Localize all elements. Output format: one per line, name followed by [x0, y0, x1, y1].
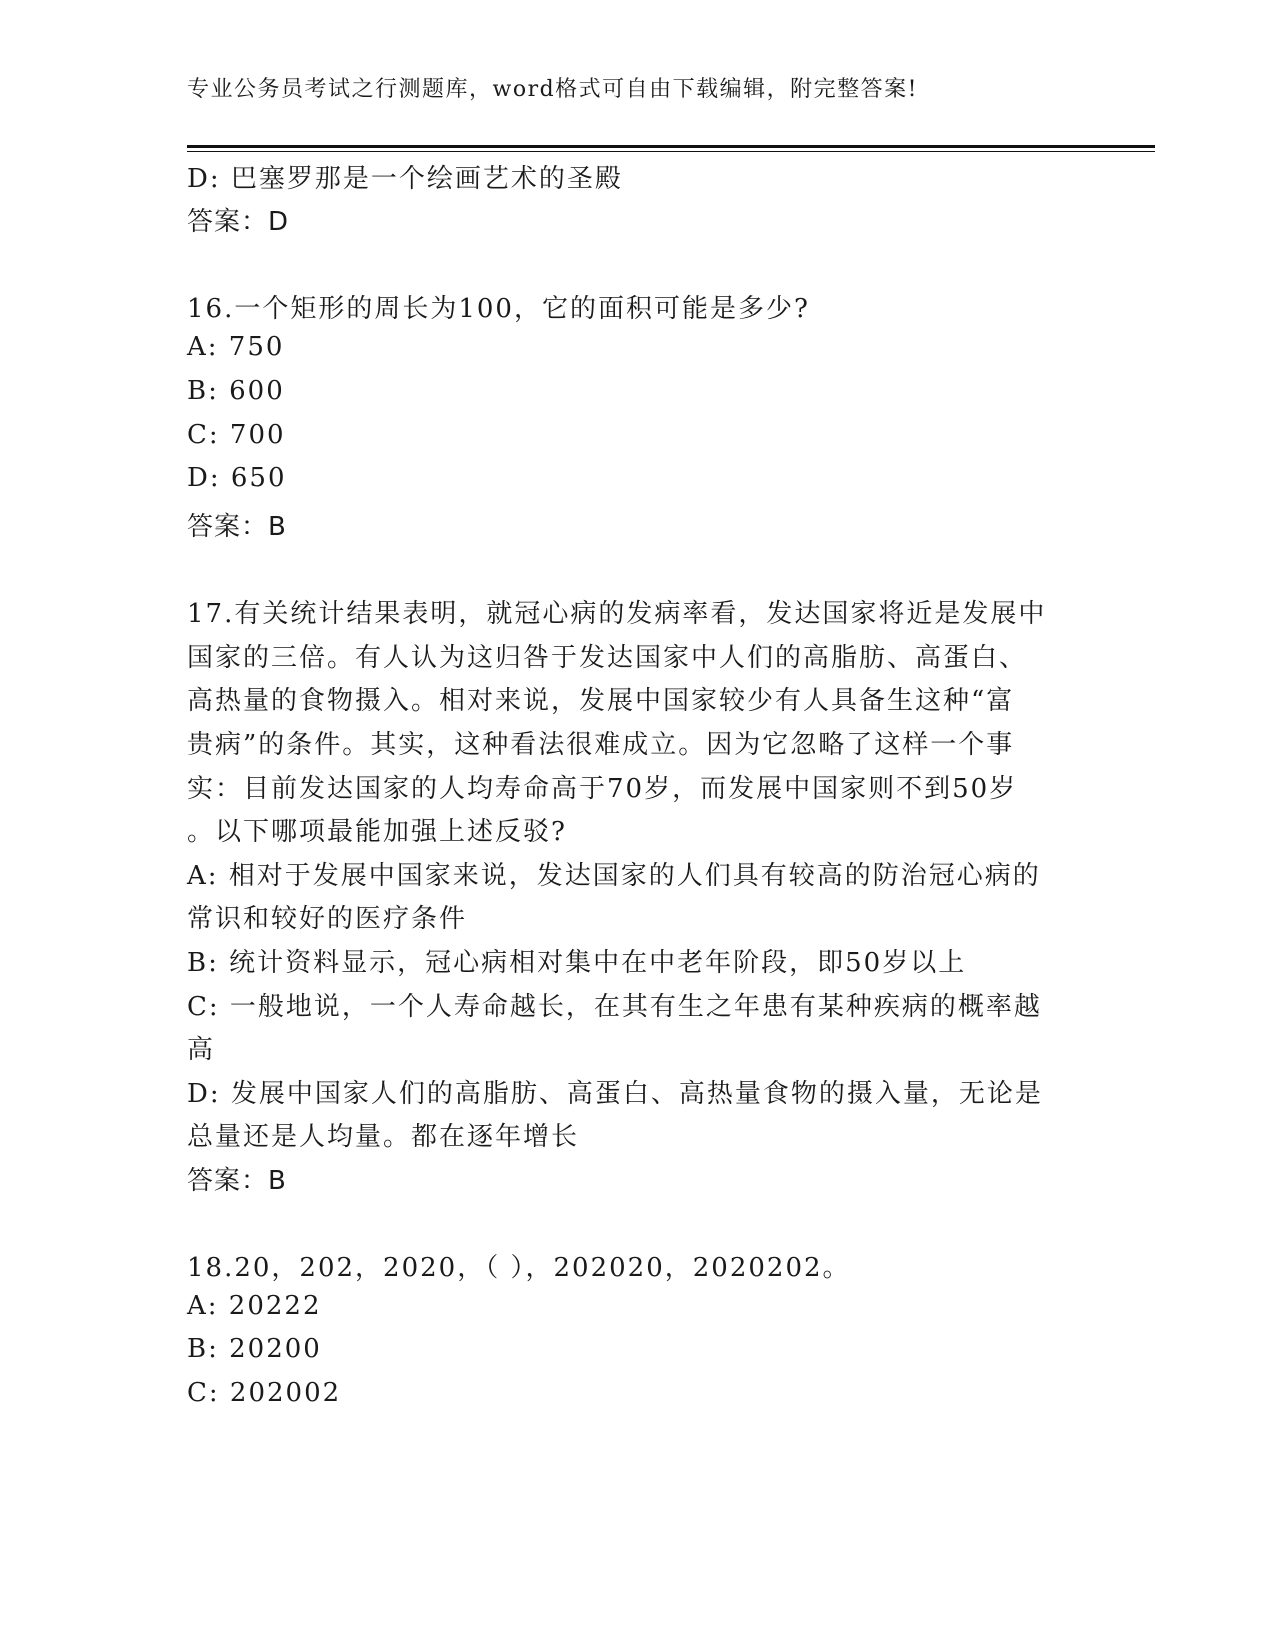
- page-header: 专业公务员考试之行测题库，word格式可自由下载编辑，附完整答案!: [187, 77, 919, 102]
- q18-option-a: A: 20222: [187, 1291, 322, 1321]
- q17-stem-line: 。以下哪项最能加强上述反驳?: [187, 817, 567, 847]
- q16-option-d: D: 650: [187, 463, 287, 493]
- q17-option-a: A: 相对于发展中国家来说，发达国家的人们具有较高的防治冠心病的: [187, 861, 1041, 891]
- q16-answer: 答案：B: [187, 512, 287, 542]
- q16-option-a: A: 750: [187, 332, 285, 362]
- q17-option-d: D: 发展中国家人们的高脂肪、高蛋白、高热量食物的摄入量，无论是: [187, 1079, 1043, 1109]
- q16-stem: 16.一个矩形的周长为100，它的面积可能是多少?: [187, 294, 810, 324]
- q18-option-c: C: 202002: [187, 1378, 342, 1408]
- q18-stem: 18.20，202，2020，（ ），202020，2020202。: [187, 1253, 851, 1283]
- q15-option-d: D: 巴塞罗那是一个绘画艺术的圣殿: [187, 164, 623, 194]
- header-divider-thick: [187, 145, 1155, 148]
- q18-option-b: B: 20200: [187, 1334, 322, 1364]
- q17-option-a-cont: 常识和较好的医疗条件: [187, 904, 468, 934]
- q17-stem-line: 17.有关统计结果表明，就冠心病的发病率看，发达国家将近是发展中: [187, 599, 1047, 629]
- q17-stem-line: 实：目前发达国家的人均寿命高于70岁，而发展中国家则不到50岁: [187, 774, 1018, 804]
- q16-option-c: C: 700: [187, 420, 286, 450]
- q17-option-c: C: 一般地说，一个人寿命越长，在其有生之年患有某种疾病的概率越: [187, 992, 1042, 1022]
- q17-option-b: B: 统计资料显示，冠心病相对集中在中老年阶段，即50岁以上: [187, 948, 967, 978]
- q17-option-d-cont: 总量还是人均量。都在逐年增长: [187, 1122, 580, 1152]
- q17-stem-line: 贵病”的条件。其实，这种看法很难成立。因为它忽略了这样一个事: [187, 730, 1015, 760]
- q17-stem-line: 高热量的食物摄入。相对来说，发展中国家较少有人具备生这种“富: [187, 686, 1015, 716]
- q16-option-b: B: 600: [187, 376, 285, 406]
- q15-answer: 答案：D: [187, 207, 290, 237]
- q17-stem-line: 国家的三倍。有人认为这归咎于发达国家中人们的高脂肪、高蛋白、: [187, 643, 1028, 673]
- q17-answer: 答案：B: [187, 1166, 287, 1196]
- q17-option-c-cont: 高: [187, 1035, 216, 1065]
- header-divider-thin: [187, 151, 1155, 152]
